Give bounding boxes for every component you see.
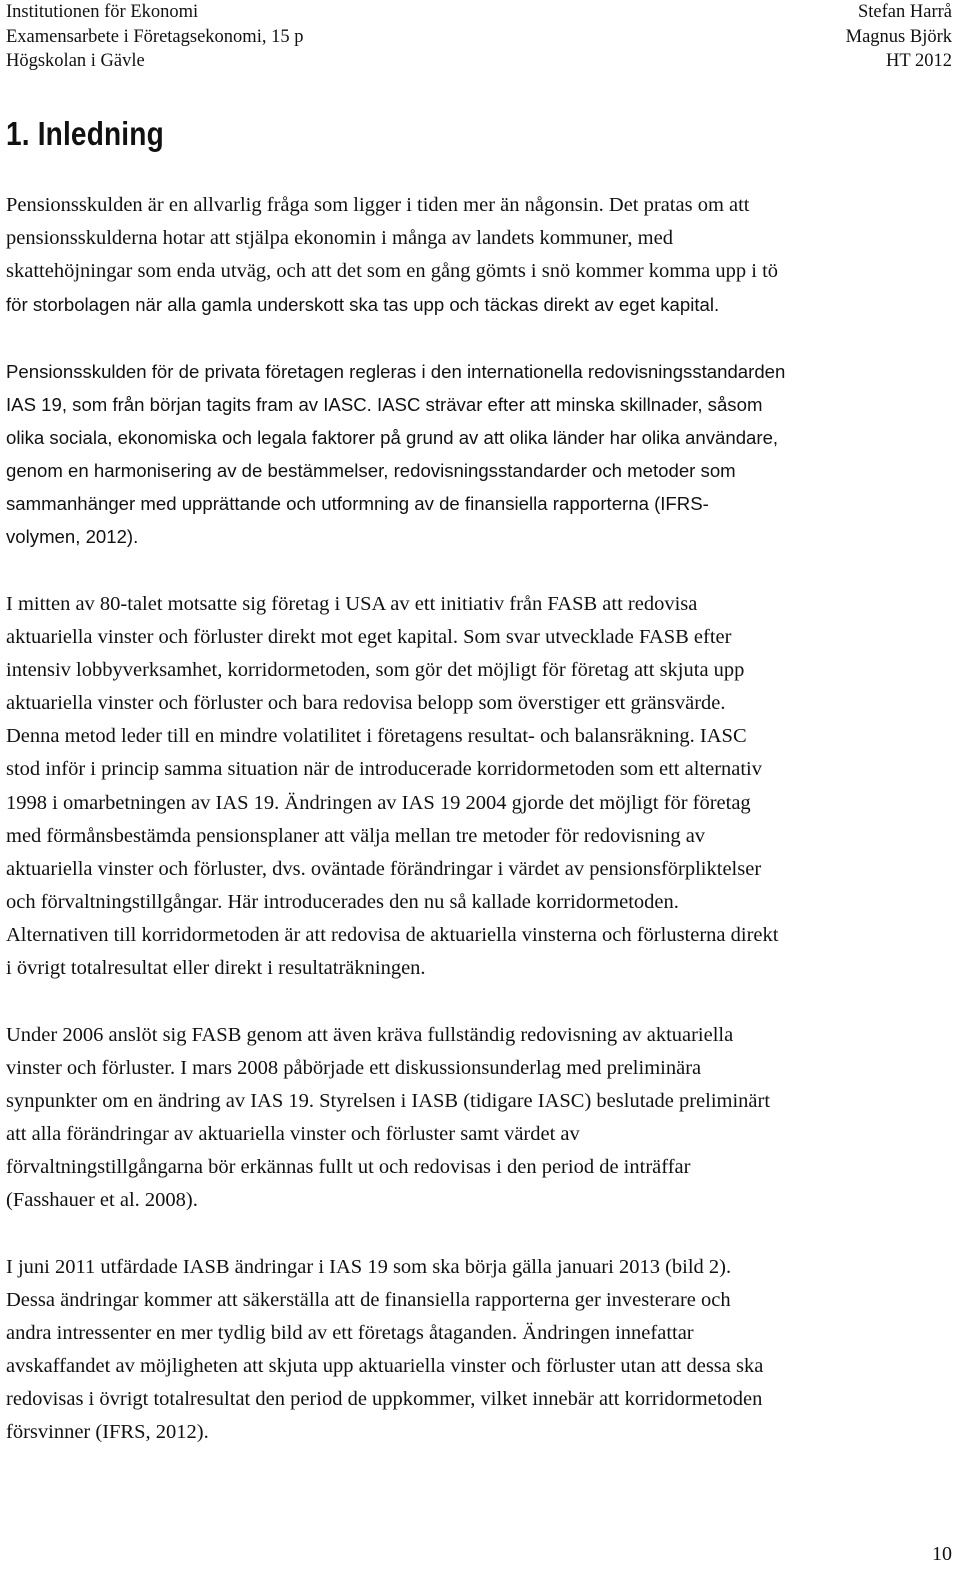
text-line: med förmånsbestämda pensionsplaner att välja mellan tre metoder för redovisning av	[6, 824, 706, 847]
text-line: 1998 i omarbetningen av IAS 19. Ändringen av IAS 19 2004 gjorde det möjligt för företag	[6, 791, 751, 814]
paragraph-2011-amendments	[6, 1251, 763, 1450]
header-row	[6, 0, 952, 25]
header-row	[6, 49, 952, 74]
text-line: Pensionsskulden är en allvarlig fråga som ligger i tiden mer än någonsin. Det pratas om att	[6, 194, 750, 216]
text-line: i övrigt totalresultat eller direkt i resultaträkningen.	[6, 957, 426, 980]
header-university: Högskolan i Gävle	[6, 51, 145, 71]
text-line: aktuariella vinster och förluster direkt mot eget kapital. Som svar utvecklade FASB efter	[6, 626, 732, 649]
text-line: Under 2006 anslöt sig FASB genom att även kräva fullständig redovisning av aktuariella	[6, 1024, 734, 1046]
text-line: att alla förändringar av aktuariella vinster och förluster samt värdet av	[6, 1123, 580, 1146]
text-line: förvaltningstillgångarna bör erkännas fullt ut och redovisas i den period de inträffar	[6, 1156, 691, 1179]
header-institution: Institutionen för Ekonomi	[6, 2, 199, 22]
text-line: I juni 2011 utfärdade IASB ändringar i IAS 19 som ska börja gälla januari 2013 (bild 2).	[6, 1256, 732, 1278]
paragraph-2006-2008	[6, 1019, 770, 1218]
text-line: försvinner (IFRS, 2012).	[6, 1421, 209, 1444]
header-author-1: Stefan Harrå	[858, 2, 952, 22]
text-line: avskaffandet av möjligheten att skjuta upp aktuariella vinster och förluster utan att dessa ska	[6, 1355, 764, 1378]
text-line: volymen, 2012).	[6, 526, 139, 548]
page-number: 10	[932, 1543, 952, 1565]
text-line: Pensionsskulden för de privata företagen regleras i den internationella redovisningsstandarden	[6, 361, 786, 382]
text-line: (Fasshauer et al. 2008).	[6, 1189, 198, 1212]
text-line: redovisas i övrigt totalresultat den period de uppkommer, vilket innebär att korridormetoden	[6, 1388, 763, 1411]
text-line: synpunkter om en ändring av IAS 19. Styrelsen i IASB (tidigare IASC) beslutade preliminärt	[6, 1090, 771, 1113]
text-line: Denna metod leder till en mindre volatilitet i företagens resultat- och balansräkning. IASC	[6, 725, 747, 748]
page-header	[6, 0, 952, 74]
text-line: Alternativen till korridormetoden är att redovisa de aktuariella vinsterna och förlusterna direkt	[6, 923, 779, 946]
paragraph-fasb-history	[6, 588, 778, 985]
header-term: HT 2012	[886, 51, 952, 71]
text-line: genom en harmonisering av de bestämmelser, redovisningsstandarder och metoder som	[6, 460, 736, 482]
header-row	[6, 25, 952, 50]
text-line: IAS 19, som från början tagits fram av IASC. IASC strävar efter att minska skillnader, såsom	[6, 394, 763, 416]
text-line: sammanhänger med upprättande och utformning av de finansiella rapporterna (IFRS-	[6, 493, 709, 515]
paragraph-ias19	[6, 355, 785, 554]
header-course: Examensarbete i Företagsekonomi, 15 p	[6, 26, 304, 47]
text-line: aktuariella vinster och förluster, dvs. oväntade förändringar i värdet av pensionsförpliktelser	[6, 857, 762, 880]
text-line: aktuariella vinster och förluster och bara redovisa belopp som överstiger ett gränsvärde.	[6, 692, 726, 715]
text-line: intensiv lobbyverksamhet, korridormetoden, som gör det möjligt för företag att skjuta upp	[6, 659, 745, 682]
text-line: för storbolagen när alla gamla underskott ska tas upp och täckas direkt av eget kapital.	[6, 294, 720, 316]
paragraph-intro	[6, 189, 778, 321]
text-line: olika sociala, ekonomiska och legala faktorer på grund av att olika länder har olika användare,	[6, 427, 779, 449]
text-line: andra intressenter en mer tydlig bild av ett företags åtaganden. Ändringen innefattar	[6, 1322, 694, 1345]
text-line: Dessa ändringar kommer att säkerställa att de finansiella rapporterna ger investerare och	[6, 1289, 731, 1312]
section-heading: 1. Inledning	[6, 115, 164, 152]
text-line: pensionsskulderna hotar att stjälpa ekonomin i många av landets kommuner, med	[6, 227, 673, 250]
text-line: och förvaltningstillgångar. Här introducerades den nu så kallade korridormetoden.	[6, 890, 679, 913]
text-line: skattehöjningar som enda utväg, och att det som en gång gömts i snö kommer komma upp i tö	[6, 260, 779, 283]
header-author-2: Magnus Björk	[845, 26, 952, 47]
text-line: vinster och förluster. I mars 2008 påbörjade ett diskussionsunderlag med preliminära	[6, 1057, 702, 1080]
text-line: stod inför i princip samma situation när de introducerade korridormetoden som ett alternativ	[6, 758, 763, 781]
text-line: I mitten av 80-talet motsatte sig företag i USA av ett initiativ från FASB att redovisa	[6, 593, 698, 615]
